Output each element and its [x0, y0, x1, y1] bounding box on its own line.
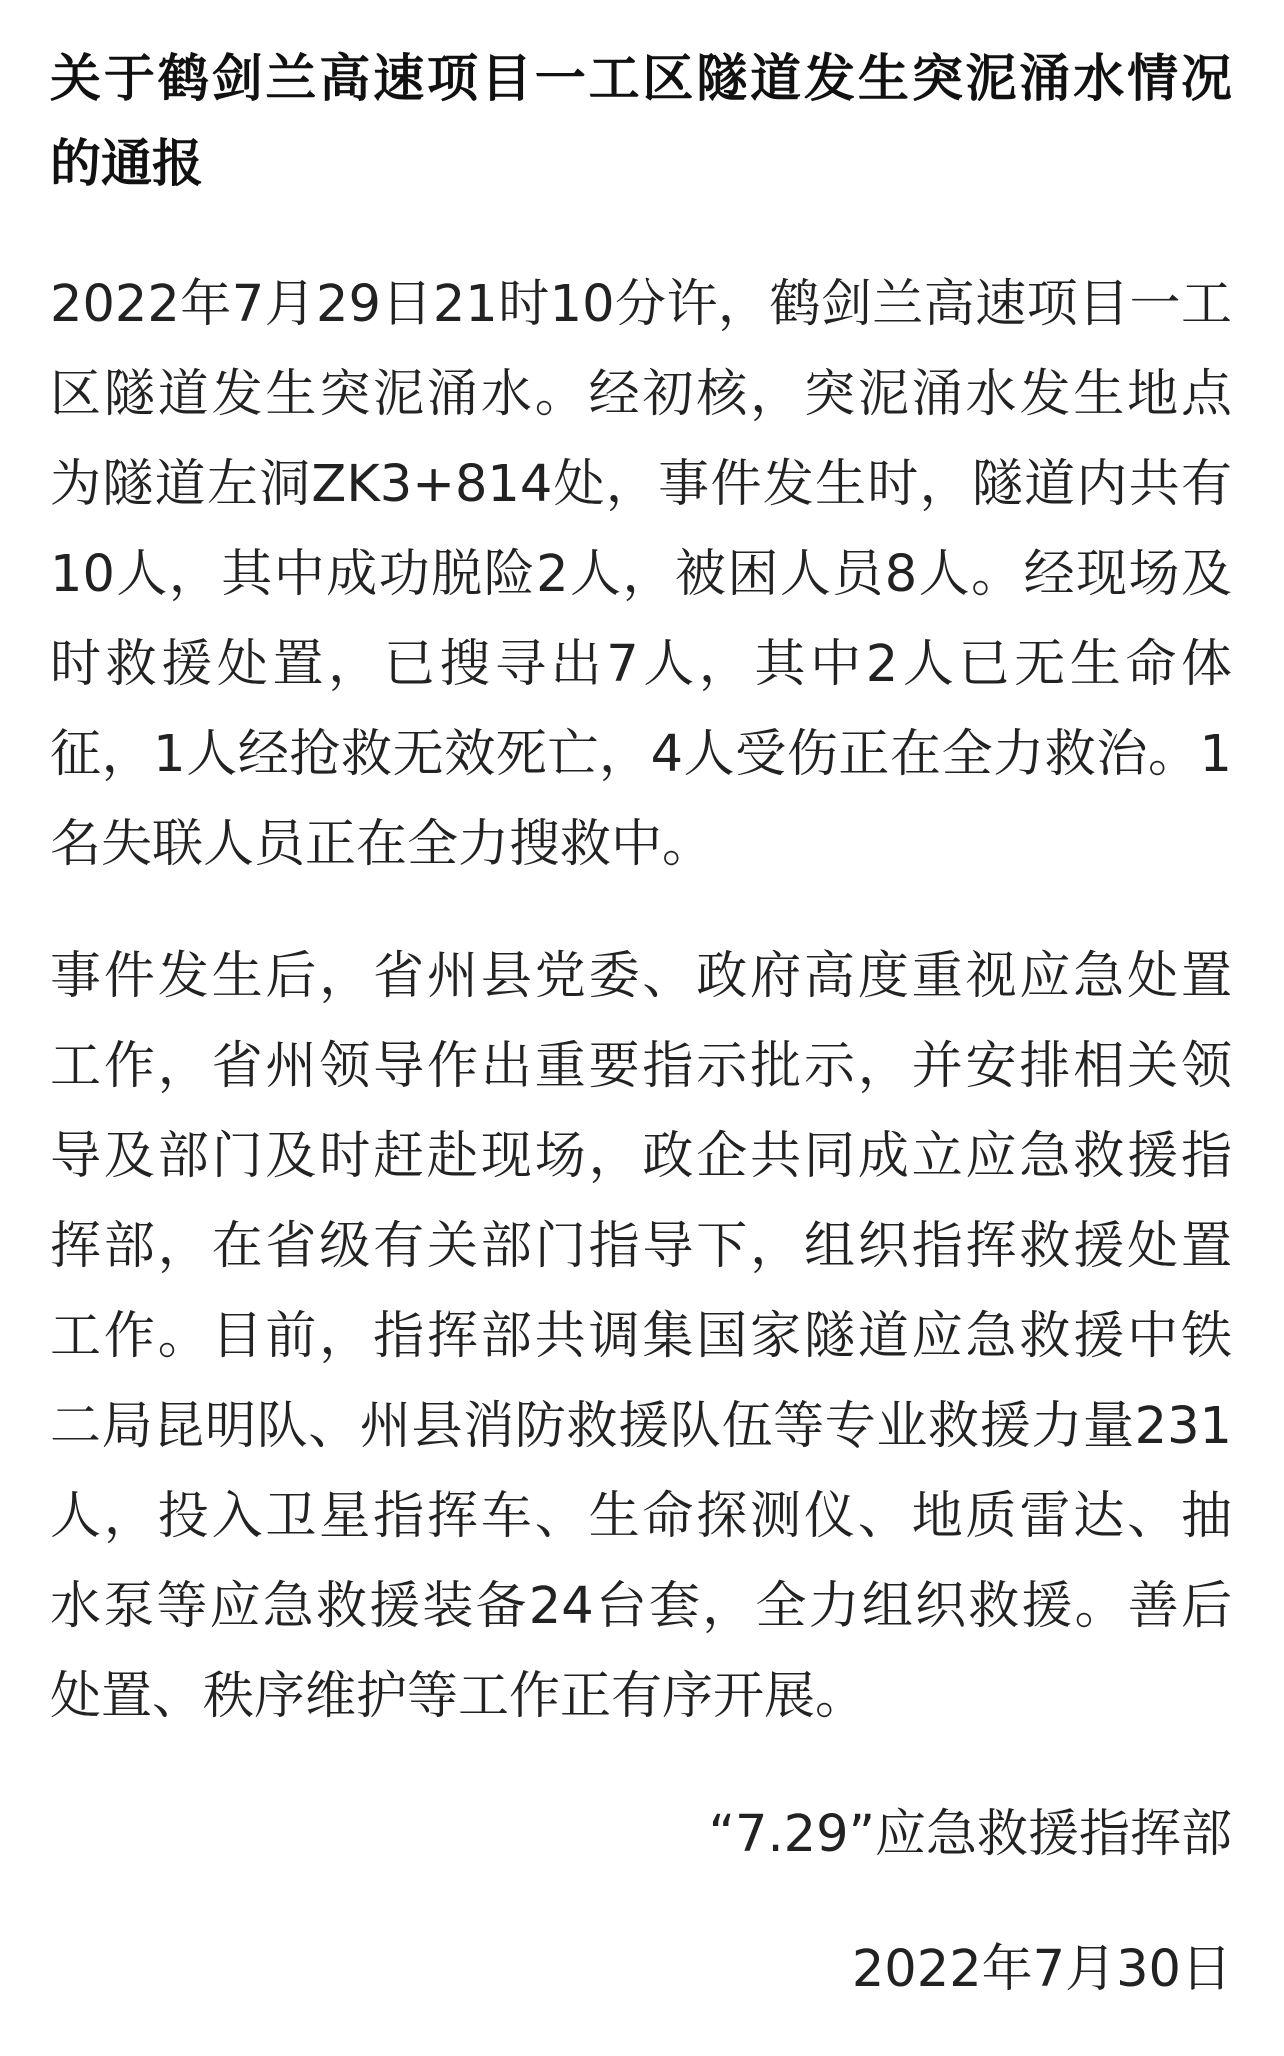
- paragraph-line: 导及部门及时赶赴现场，政企共同成立应急救援指: [50, 1127, 1232, 1186]
- paragraph-line: 区隧道发生突泥涌水。经初核，突泥涌水发生地点: [50, 365, 1232, 424]
- paragraph-line: 处置、秩序维护等工作正有序开展。: [50, 1667, 867, 1726]
- paragraph-line: 事件发生后，省州县党委、政府高度重视应急处置: [50, 947, 1232, 1006]
- paragraph-line: 工作。目前，指挥部共调集国家隧道应急救援中铁: [50, 1307, 1232, 1366]
- paragraph-line: 10人，其中成功脱险2人，被困人员8人。经现场及: [50, 545, 1232, 604]
- issue-date: 2022年7月30日: [851, 1940, 1232, 1999]
- document-title: [50, 37, 1232, 207]
- paragraph-line: 人，投入卫星指挥车、生命探测仪、地质雷达、抽: [50, 1487, 1232, 1546]
- paragraph-line: 为隧道左洞ZK3+814处，事件发生时，隧道内共有: [50, 455, 1232, 514]
- paragraph-line: 二局昆明队、州县消防救援队伍等专业救援力量231: [50, 1397, 1232, 1456]
- paragraph-line: 征，1人经抢救无效死亡，4人受伤正在全力救治。1: [50, 725, 1232, 784]
- paragraph-line: 2022年7月29日21时10分许，鹤剑兰高速项目一工: [50, 275, 1232, 334]
- paragraph-line: 水泵等应急救援装备24台套，全力组织救援。善后: [50, 1577, 1232, 1636]
- title-line: 的通报: [50, 135, 204, 194]
- paragraph-response: [50, 932, 1232, 1742]
- paragraph-line: 挥部，在省级有关部门指导下，组织指挥救援处置: [50, 1217, 1232, 1276]
- paragraph-line: 工作，省州领导作出重要指示批示，并安排相关领: [50, 1037, 1232, 1096]
- paragraph-incident: [50, 260, 1232, 890]
- paragraph-line: 时救援处置，已搜寻出7人，其中2人已无生命体: [50, 635, 1232, 694]
- signature: “7.29”应急救援指挥部: [708, 1805, 1232, 1864]
- paragraph-line: 名失联人员正在全力搜救中。: [50, 815, 714, 874]
- title-line: 关于鹤剑兰高速项目一工区隧道发生突泥涌水情况: [50, 50, 1232, 109]
